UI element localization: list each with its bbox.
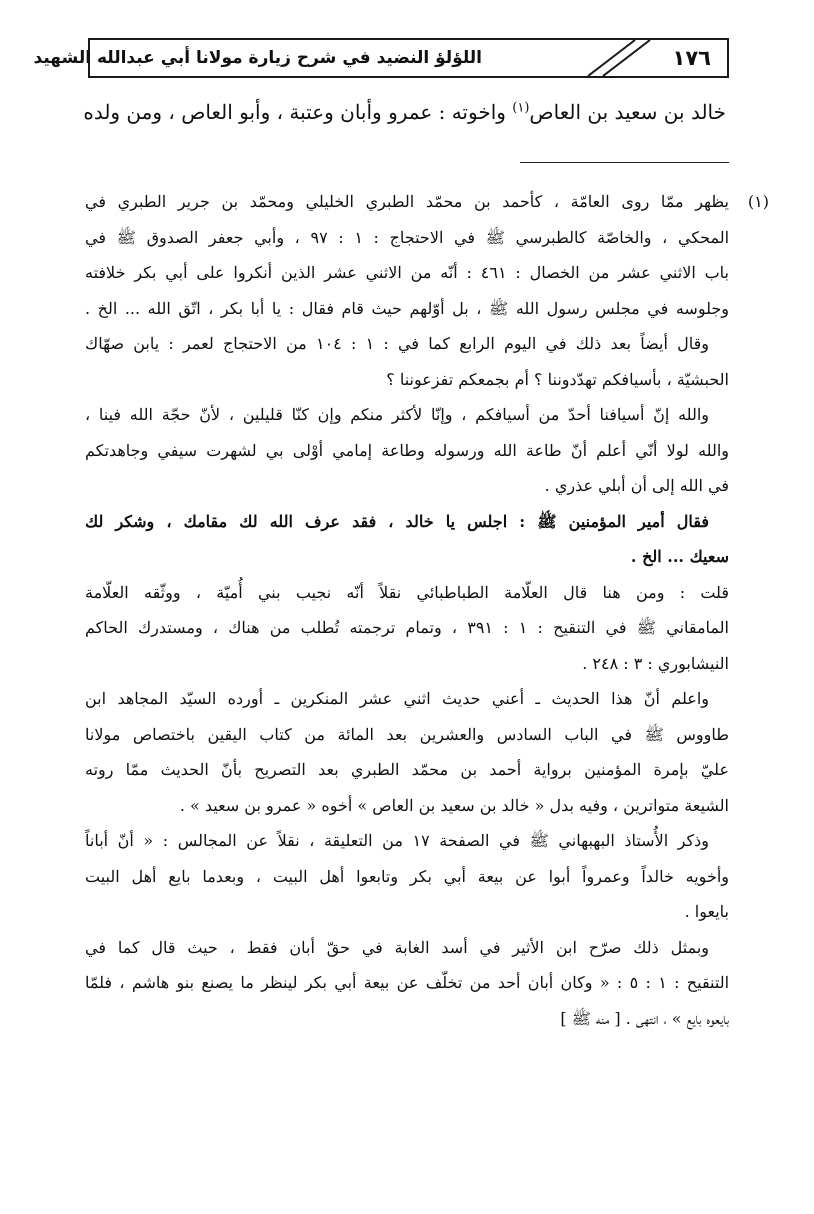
running-header	[33, 38, 729, 78]
footnote-line: الشيعة متواترين ، وفيه بدل « خالد بن سعيد بن العاص » أخوه « عمرو بن سعيد » .	[179, 795, 729, 815]
page-number: ١٧٦	[672, 46, 711, 70]
footnote-line: وبمثل ذلك صرّح ابن الأثير في أسد الغابة في حقّ أبان فقط ، حيث قال كما في	[85, 937, 709, 957]
footnote-line: بايعوه بايع » ، انتهى . [ منه ﷺ ]	[560, 1008, 729, 1028]
footnote-reference: (١)	[512, 100, 530, 116]
footnote-separator	[520, 162, 729, 163]
footnote-line: في الله إلى أن أبلي عذري .	[544, 476, 729, 495]
footnote-line: وأخويه خالداً وعمرواً أبوا عن بيعة أبي بكر وتابعوا أهل البيت ، وبعدما بايع أهل البيت	[85, 866, 729, 886]
footnote-first-line-wrap	[85, 184, 769, 220]
footnote-line: باب الاثني عشر من الخصال : ٤٦١ : أنّه من الاثني عشر الذين أنكروا على أبي بكر خلافته	[85, 263, 729, 282]
footnote-line: طاووس ﷺ في الباب السادس والعشرين بعد المائة من كتاب اليقين باختصاص مولانا	[85, 724, 729, 744]
footnote-line: والله لولا أنّي أعلم أنّ طاعة الله ورسوله وطاعة إمامي أوْلى بي لشهرت سيفي وجاهدتكم	[85, 440, 729, 460]
footnote-line: والله إنّ أسيافنا أحدّ من أسيافكم ، وإنّا لأكثر منكم وإن كنّا قليلين ، لأنّ حجّة الله فينا ،	[85, 405, 709, 424]
main-text-before-ref: خالد بن سعيد بن العاص	[529, 100, 726, 124]
footnote-line: سعيك ... الخ .	[630, 547, 729, 566]
footnote-line: بايعوا .	[684, 902, 729, 921]
footnote-line: وجلوسه في مجلس رسول الله ﷺ ، بل أوّلهم حيث قام فقال : يا أبا بكر ، اتّق الله ... الخ .	[85, 298, 729, 318]
footnote-line: وذكر الأُستاذ البهبهاني ﷺ في الصفحة ١٧ من التعليقة ، نقلاً عن المجالس : « أنّ أباناً	[85, 831, 710, 850]
book-title: اللؤلؤ النضيد في شرح زيارة مولانا أبي عبدالله الشهيد	[33, 48, 482, 68]
footnote-line: واعلم أنّ هذا الحديث ـ أعني حديث اثني عشر المنكرين ـ أورده السيّد المجاهد ابن	[85, 689, 709, 708]
footnote-line: فقال أمير المؤمنين ﷺ : اجلس يا خالد ، فقد عرف الله لك مقامك ، وشكر لك	[85, 511, 709, 531]
footnote-number: (١)	[747, 192, 769, 211]
main-text-line	[76, 100, 726, 124]
footnote-line: الحبشيّة ، بأسيافكم تهدّدوننا ؟ أم بجمعكم تفزعوننا ؟	[386, 369, 729, 389]
footnote-line: يظهر ممّا روى العامّة ، كأحمد بن محمّد الطبري الخليلي ومحمّد بن جرير الطبري في	[85, 192, 729, 211]
footnote-line: وقال أيضاً بعد ذلك في اليوم الرابع كما في : ١ : ١٠٤ من الاحتجاج لعمر : يابن صهّاك	[85, 334, 709, 353]
footnote-line: قلت : ومن هنا قال العلّامة الطباطبائي نقلاً أنّه نجيب بني أُميّة ، ووثّقه العلّامة	[85, 582, 729, 602]
footnote-line: التنقيح : ١ : ٥ : « وكان أبان أحد من تخلّف عن بيعة أبي بكر لينظر ما يصنع بنو هاشم ، فلمّا	[85, 973, 729, 992]
footnote-line: عليّ بإمرة المؤمنين برواية أحمد بن محمّد الطبري بعد التصريح بأنّ الحديث ممّا روته	[85, 760, 729, 779]
footnote-block	[85, 184, 769, 1036]
main-text-after-ref: واخوته : عمرو وأبان وعتبة ، وأبو العاص ، ومن ولده	[83, 100, 513, 124]
footnote-line: النيشابوري : ٣ : ٢٤٨ .	[582, 653, 729, 673]
footnote-line: المامقاني ﷺ في التنقيح : ١ : ٣٩١ ، وتمام ترجمته تُطلب من هناك ، ومستدرك الحاكم	[85, 618, 729, 637]
footnote-line: المحكي ، والخاصّة كالطبرسي ﷺ في الاحتجاج : ١ : ٩٧ ، وأبي جعفر الصدوق ﷺ في	[85, 227, 729, 247]
